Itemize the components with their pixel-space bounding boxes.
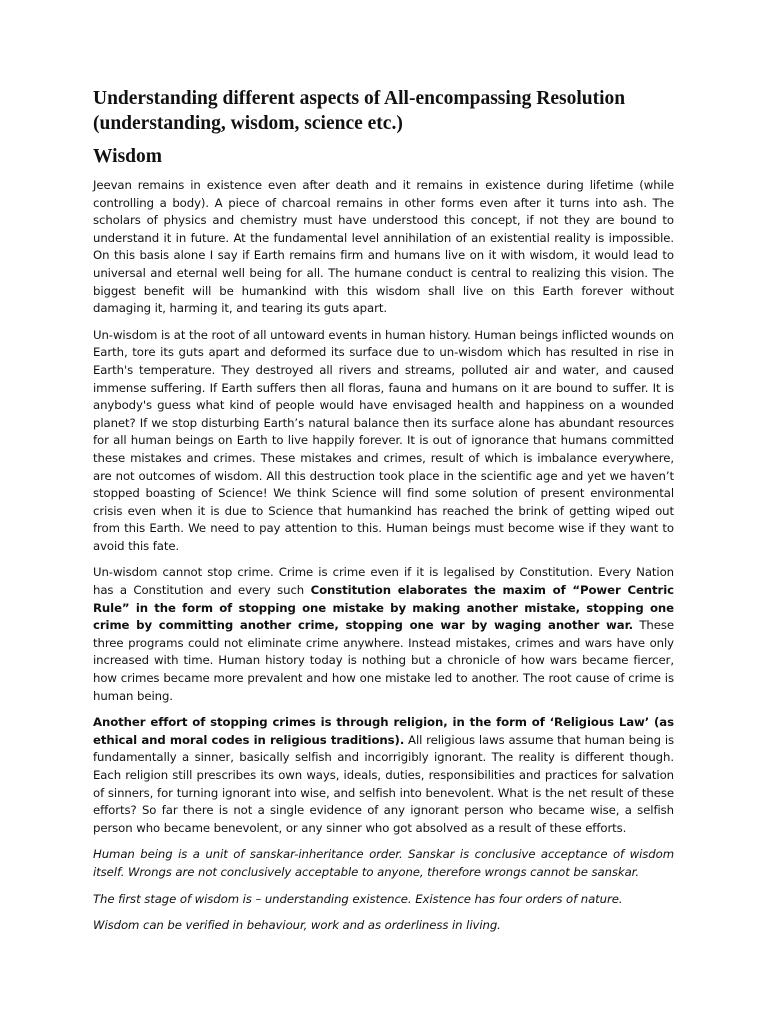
paragraph-3	[93, 564, 674, 705]
paragraph-4	[93, 714, 674, 837]
document-page	[93, 86, 674, 944]
paragraph-3-emphasis: Constitution elaborates the maxim of “Power Centric Rule” in the form of stopping one mistake by making another mistake, stopping one crime by committing another crime, stopping one war by waging another war.	[93, 583, 675, 633]
document-title: Understanding different aspects of All-encompassing Resolution (understanding, wisdom, science etc.)	[93, 88, 626, 134]
paragraph-7: Wisdom can be verified in behaviour, work and as orderliness in living.	[93, 918, 501, 933]
paragraph-3-intro: Un-wisdom cannot stop crime. Crime is crime even if it is legalised by Constitution. Every Nation has a Constitution and every such	[93, 565, 674, 598]
paragraph-4-emphasis: Another effort of stopping crimes is through religion, in the form of ‘Religious Law’ (as ethical and moral codes in religious traditions).	[93, 715, 674, 747]
paragraph-2: Un-wisdom is at the root of all untoward events in human history. Human beings inflicted wounds on Earth, tore its guts apart and deformed its surface due to un-wisdom which has resulted in rise in Earth's temperature. They destroyed all rivers and streams, polluted air and water, and caused immense suffering. If Earth suffers then all floras, fauna and humans on it are bound to suffer. It is anybody's guess what kind of people would have envisaged health and happiness on a wounded planet? If we stop disturbing Earth’s natural balance then its surface alone has abundant resources for all human beings on Earth to live happily forever. It is out of ignorance that humans committed these mistakes and crimes. These mistakes and crimes, result of which is imbalance everywhere, are not outcomes of wisdom. All this destruction took place in the scientific age and yet we haven’t stopped boasting of Science! We think Science will find some solution of present environmental crisis even when it is due to Science that humankind has reached the brink of getting wiped out from this Earth. We need to pay attention to this. Human beings must become wise if they want to avoid this fate.	[93, 327, 674, 553]
paragraph-4-rest: All religious laws assume that human being is fundamentally a sinner, basically selfish and incorrigibly ignorant. The reality is different though. Each religion still prescribes its own ways, ideals, duties, responsibilities and practices for salvation of sinners, for turning ignorant into wise, and selfish into benevolent. What is the net result of these efforts? So far there is not a single evidence of any ignorant person who became wise, a selfish person who became benevolent, or any sinner who got absolved as a result of these efforts.	[93, 732, 674, 835]
paragraph-3-rest: These three programs could not eliminate crime anywhere. Instead mistakes, crimes and wars have only increased with time. Human history today is nothing but a chronicle of how wars became fiercer, how crimes became more prevalent and how one mistake led to another. The root cause of crime is human being.	[93, 618, 674, 703]
section-heading-wisdom: Wisdom	[93, 146, 162, 167]
paragraph-6: The first stage of wisdom is – understanding existence. Existence has four orders of nature.	[93, 891, 623, 906]
paragraph-1: Jeevan remains in existence even after death and it remains in existence during lifetime (while controlling a body). A piece of charcoal remains in other forms even after it turns into ash. The scholars of physics and chemistry must have understood this concept, if not they are bound to understand it in future. At the fundamental level annihilation of an existential reality is impossible. On this basis alone I say if Earth remains firm and humans live on it with wisdom, it would lead to universal and eternal well being for all. The humane conduct is central to realizing this vision. The biggest benefit will be humankind with this wisdom shall live on this Earth forever without damaging it, harming it, and tearing its guts apart.	[93, 178, 674, 316]
paragraph-5: Human being is a unit of sanskar-inheritance order. Sanskar is conclusive acceptance of wisdom itself. Wrongs are not conclusively acceptable to anyone, therefore wrongs cannot be sanskar.	[93, 847, 674, 879]
